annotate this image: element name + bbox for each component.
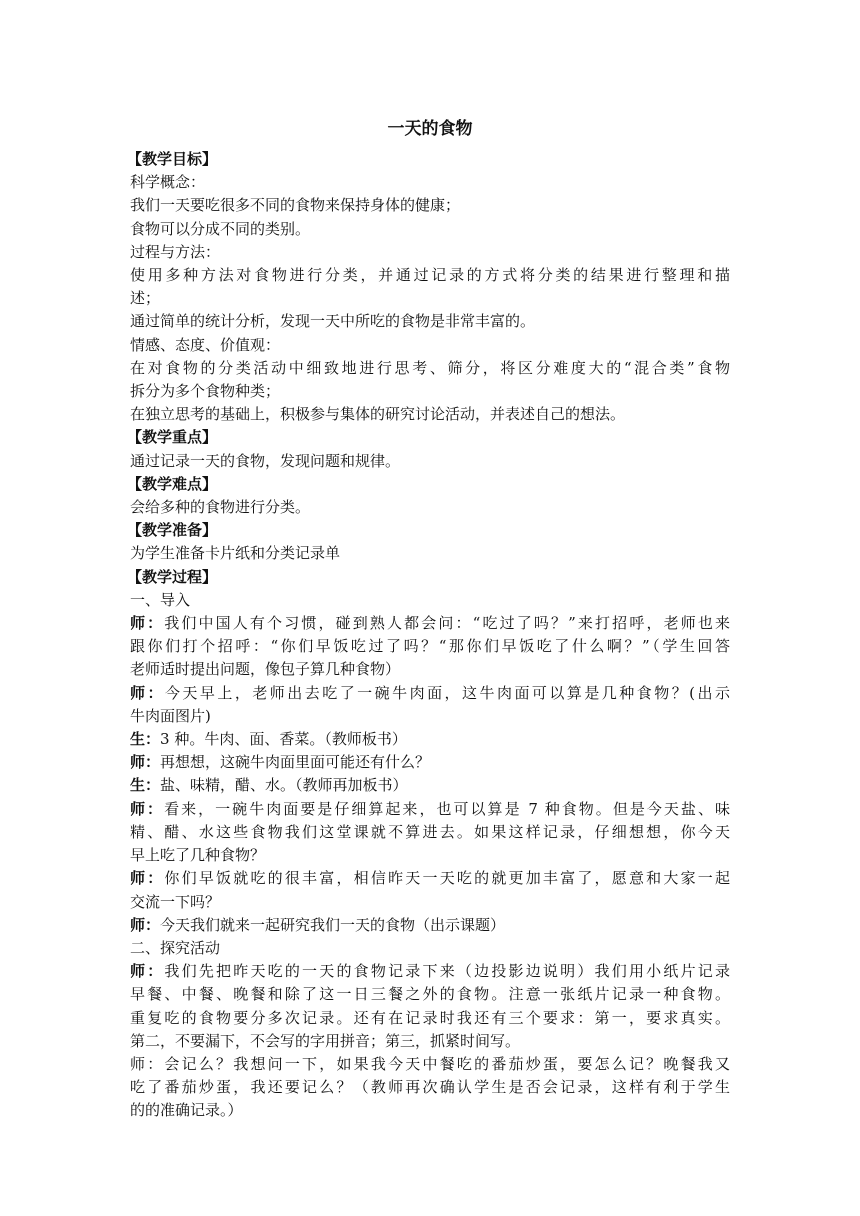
body-text-line: 重复吃的食物要分多次记录。还有在记录时我还有三个要求：第一，要求真实。 — [130, 1008, 730, 1027]
body-text-line: 早上吃了几种食物？ — [130, 846, 266, 865]
document-page — [127, 111, 730, 1123]
body-text-line: 牛肉面图片) — [130, 706, 211, 725]
body-text-line: 通过简单的统计分析，发现一天中所吃的食物是非常丰富的。 — [130, 312, 536, 331]
body-text-line: 老师适时提出问题，像包子算几种食物） — [130, 660, 401, 679]
dialog-line — [130, 798, 730, 821]
body-text-line: 跟你们打个招呼：“你们早饭吃过了吗？“那你们早饭吃了什么啊？”（学生回答 — [130, 637, 730, 656]
speaker-label: 师： — [130, 753, 161, 772]
section-heading: 【教学目标】 — [127, 150, 218, 168]
body-text-line: 在独立思考的基础上，积极参与集体的研究讨论活动，并表述自己的想法。 — [130, 405, 626, 424]
dialog-line — [130, 682, 730, 705]
section-heading: 【教学准备】 — [127, 521, 218, 540]
body-text-line: 拆分为多个食物种类； — [130, 382, 281, 401]
dialog-text: 我们中国人有个习惯，碰到熟人都会问：“吃过了吗？”来打招呼，老师也来 — [164, 614, 730, 633]
dialog-text: 看来，一碗牛肉面要是仔细算起来，也可以算是 7 种食物。但是今天盐、味 — [164, 799, 730, 818]
body-text-line: 精、醋、水这些食物我们这堂课就不算进去。如果这样记录，仔细想想，你今天 — [130, 822, 730, 841]
speaker-label: 师： — [130, 915, 161, 934]
body-text-line: 的的准确记录。） — [130, 1101, 243, 1120]
document-title: 一天的食物 — [387, 119, 473, 139]
dialog-line — [130, 914, 730, 937]
body-text-line: 在对食物的分类活动中细致地进行思考、筛分，将区分难度大的“混合类”食物 — [130, 358, 730, 377]
dialog-line — [130, 867, 730, 890]
body-text-line: 科学概念： — [130, 173, 206, 192]
body-text-line: 述； — [130, 289, 161, 308]
speaker-label: 生： — [130, 776, 161, 795]
speaker-label: 师： — [130, 614, 165, 633]
speaker-label: 师： — [130, 799, 165, 818]
dialog-line — [130, 728, 730, 751]
body-text-line: 吃了番茄炒蛋，我还要记么？（教师再次确认学生是否会记录，这样有利于学生 — [130, 1078, 730, 1097]
dialog-text: 今天我们就来一起研究我们一天的食物（出示课题） — [160, 915, 506, 934]
body-text-line: 第二，不要漏下，不会写的字用拼音；第三，抓紧时间写。 — [130, 1031, 521, 1050]
dialog-text: 再想想，这碗牛肉面里面可能还有什么？ — [160, 753, 431, 772]
body-text-line: 过程与方法： — [130, 242, 221, 261]
body-text-line: 情感、态度、价值观： — [130, 335, 281, 354]
body-text-line: 我们一天要吃很多不同的食物来保持身体的健康； — [130, 196, 461, 215]
body-text-line: 交流一下吗？ — [130, 892, 221, 911]
body-text-line: 通过记录一天的食物，发现问题和规律。 — [130, 451, 401, 470]
dialog-text: 盐、味精，醋、水。（教师再加板书） — [160, 776, 408, 795]
body-text-line: 食物可以分成不同的类别。 — [130, 219, 311, 238]
body-text-line: 师：会记么？我想问一下，如果我今天中餐吃的番茄炒蛋，要怎么记？晚餐我又 — [130, 1054, 730, 1073]
dialog-text: 今天早上，老师出去吃了一碗牛肉面，这牛肉面可以算是几种食物？(出示 — [164, 683, 730, 702]
body-text-line: 会给多种的食物进行分类。 — [130, 498, 311, 517]
dialog-text: 我们先把昨天吃的一天的食物记录下来（边投影边说明）我们用小纸片记录 — [164, 962, 730, 981]
speaker-label: 师： — [130, 869, 165, 888]
speaker-label: 师： — [130, 683, 165, 702]
document-body — [127, 148, 730, 1123]
dialog-line — [130, 751, 730, 774]
speaker-label: 生： — [130, 730, 161, 749]
dialog-line — [130, 612, 730, 635]
dialog-line — [130, 774, 730, 797]
body-text-line: 一、导入 — [130, 590, 191, 609]
body-text-line: 早餐、中餐、晚餐和除了这一日三餐之外的食物。注意一张纸片记录一种食物。 — [130, 985, 730, 1004]
dialog-text: 你们早饭就吃的很丰富，相信昨天一天吃的就更加丰富了，愿意和大家一起 — [164, 869, 730, 888]
section-heading: 【教学难点】 — [127, 474, 218, 493]
body-text-line: 为学生准备卡片纸和分类记录单 — [130, 544, 341, 563]
dialog-line — [130, 960, 730, 983]
section-heading: 【教学过程】 — [127, 567, 218, 586]
speaker-label: 师： — [130, 962, 165, 981]
section-heading: 【教学重点】 — [127, 428, 218, 447]
body-text-line: 二、探究活动 — [130, 938, 221, 957]
body-text-line: 使用多种方法对食物进行分类，并通过记录的方式将分类的结果进行整理和描 — [130, 266, 730, 285]
dialog-text: 3 种。牛肉、面、香菜。（教师板书） — [160, 730, 407, 749]
